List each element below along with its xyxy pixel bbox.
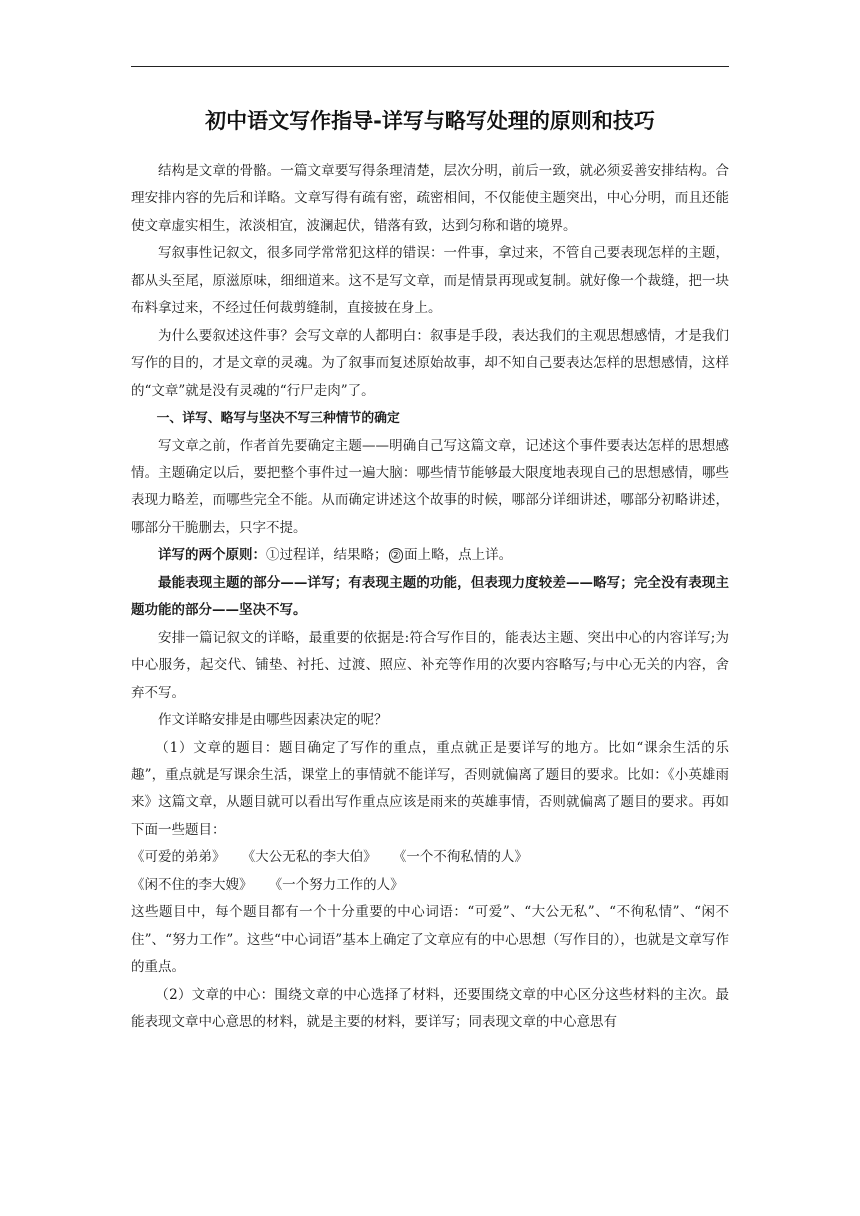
example-titles-line-1	[131, 844, 729, 871]
paragraph-bold-rule: 最能表现主题的部分——详写；有表现主题的功能，但表现力度较差——略写；完全没有表现主题功能的部分——坚决不写。	[131, 574, 729, 619]
paragraph-titles-explanation: 这些题目中，每个题目都有一个十分重要的中心词语：“可爱”、“大公无私”、“不徇私情”、“闲不住”、“努力工作”。这些“中心词语”基本上确定了文章应有的中心思想（写作目的），也就是文章写作的重点。	[131, 904, 729, 976]
paragraph-point-2: （2）文章的中心：围绕文章的中心选择了材料，还要围绕文章的中心区分这些材料的主次。最能表现文章中心意思的材料，就是主要的材料，要详写；同表现文章的中心意思有	[131, 986, 729, 1031]
example-title: 《大公无私的李大伯》	[241, 849, 377, 866]
principle-two-text: 面上略，点上详。	[404, 547, 513, 564]
document-body	[131, 158, 729, 1037]
header-rule	[131, 66, 729, 67]
example-title: 《一个不徇私情的人》	[392, 849, 528, 866]
principle-two-mark: ②	[390, 548, 402, 563]
paragraph-point-1: （1）文章的题目：题目确定了写作的重点，重点就正是要详写的地方。比如“课余生活的乐趣”，重点就是写课余生活，课堂上的事情就不能详写，否则就偏离了题目的要求。比如：《小英雄雨来》这篇文章，从题目就可以看出写作重点应该是雨来的英雄事情，否则就偏离了题目的要求。再如下面一些题目：	[131, 739, 729, 838]
example-title: 《闲不住的李大嫂》	[131, 876, 253, 893]
example-title: 《一个努力工作的人》	[268, 876, 404, 893]
paragraph-arrangement: 安排一篇记叙文的详略，最重要的依据是:符合写作目的，能表达主题、突出中心的内容详写;为中心服务，起交代、铺垫、衬托、过渡、照应、补充等作用的次要内容略写;与中心无关的内容，舍弃不写。	[131, 629, 729, 701]
paragraph-question: 作文详略安排是由哪些因素决定的呢？	[158, 712, 388, 729]
example-titles-line-2	[131, 872, 729, 899]
paragraph-determine-theme: 写文章之前，作者首先要确定主题——明确自己写这篇文章，记述这个事件要表达怎样的思想感情。主题确定以后，要把整个事件过一遍大脑：哪些情节能够最大限度地表现自己的思想感情，哪些表现力略差，而哪些完全不能。从而确定讲述这个故事的时候，哪部分详细讲述，哪部分初略讲述，哪部分干脆删去，只字不提。	[131, 437, 729, 536]
document-title: 初中语文写作指导-详写与略写处理的原则和技巧	[205, 109, 655, 133]
section-heading-1: 一、详写、略写与坚决不写三种情节的确定	[156, 411, 400, 427]
example-title: 《可爱的弟弟》	[131, 849, 226, 866]
principle-one-text: 过程详，结果略；	[279, 547, 388, 564]
paragraph-why-narrate: 为什么要叙述这件事？会写文章的人都明白：叙事是手段，表达我们的主观思想感情，才是我们写作的目的，才是文章的灵魂。为了叙事而复述原始故事，却不知自己要表达怎样的思想感情，这样的“文章”就是没有灵魂的“行尸走肉”了。	[131, 327, 729, 399]
paragraph-principles	[131, 542, 729, 569]
paragraph-structure: 结构是文章的骨骼。一篇文章要写得条理清楚，层次分明，前后一致，就必须妥善安排结构。合理安排内容的先后和详略。文章写得有疏有密，疏密相间，不仅能使主题突出，中心分明，而且还能使文章虚实相生，浓淡相宜，波澜起伏，错落有致，达到匀称和谐的境界。	[131, 163, 729, 234]
paragraph-common-mistake: 写叙事性记叙文，很多同学常常犯这样的错误：一件事，拿过来，不管自己要表现怎样的主题，都从头至尾，原滋原味，细细道来。这不是写文章，而是情景再现或复制。就好像一个裁缝，把一块布料拿过来，不经过任何裁剪缝制，直接披在身上。	[131, 245, 729, 317]
principle-one-mark: ①	[266, 547, 280, 564]
principles-label: 详写的两个原则：	[158, 547, 266, 564]
